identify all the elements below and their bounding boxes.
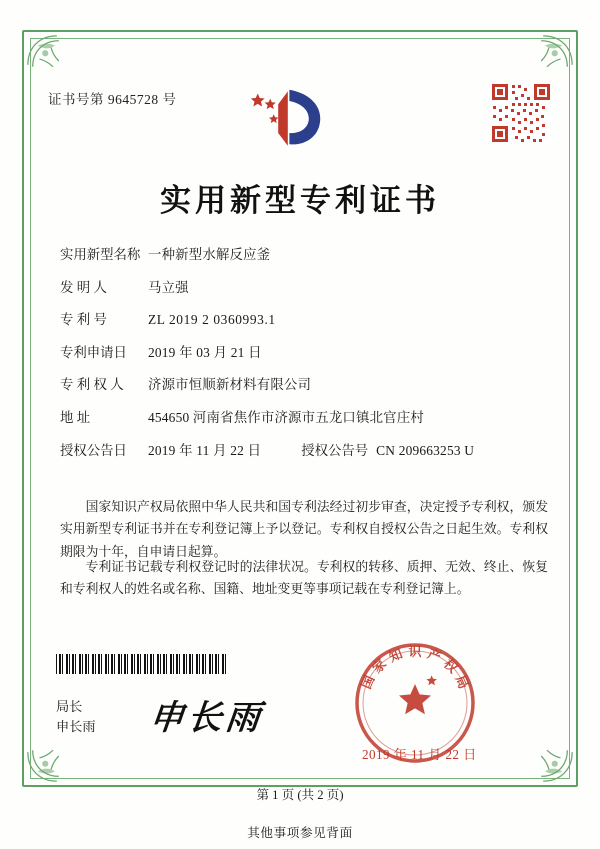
svg-text:局: 局 (452, 673, 472, 692)
field-label: 专 利 权 人 (60, 377, 124, 393)
field-value: 济源市恒顺新材料有限公司 (148, 377, 312, 393)
commissioner-title-line-1: 局长 (56, 699, 83, 714)
field-label: 授权公告日 (60, 442, 127, 458)
field-value: 一种新型水解反应釜 (148, 247, 271, 262)
field-label: 发 明 人 (60, 279, 107, 295)
field-row-grant-announcement (60, 442, 544, 460)
legal-paragraph-2: 专利证书记载专利权登记时的法律状况。专利权的转移、质押、无效、终止、恢复和专利权人的姓名或名称、国籍、地址变更等事项记载在专利登记簿上。 (60, 560, 548, 597)
field-value-secondary: CN 209663253 U (376, 442, 475, 458)
svg-text:产: 产 (425, 645, 444, 665)
svg-text:识: 识 (408, 644, 422, 659)
field-row-application-date (60, 344, 544, 362)
field-label: 地 址 (60, 409, 91, 425)
field-value: 454650 河南省焦作市济源市五龙口镇北官庄村 (148, 409, 424, 425)
page-title: 实用新型专利证书 (160, 183, 440, 218)
field-value: 2019 年 03 月 21 日 (148, 344, 262, 360)
svg-text:家: 家 (369, 656, 390, 676)
field-value: 2019 年 11 月 22 日 (148, 442, 262, 458)
field-row-address (60, 409, 544, 427)
barcode-icon (56, 654, 228, 674)
commissioner-name: 申长雨 (56, 719, 96, 735)
seal-date: 2019 年 11 月 22 日 (362, 747, 477, 762)
field-list (60, 246, 544, 474)
field-row-utility-model-name (60, 246, 544, 264)
commissioner-title (56, 697, 96, 738)
corner-ornament-icon (518, 727, 576, 785)
legal-paragraph-1: 国家知识产权局依照中华人民共和国专利法经过初步审查，决定授予专利权，颁发实用新型专利证书并在专利登记簿上予以登记。专利权自授权公告之日起生效。专利权期限为十年，自申请日起算。 (60, 500, 548, 559)
svg-text:知: 知 (386, 645, 405, 665)
field-row-inventor (60, 279, 544, 297)
field-value: 马立强 (148, 279, 189, 295)
svg-text:权: 权 (440, 656, 461, 676)
field-row-patent-number (60, 311, 544, 329)
certificate-number: 证书号第 9645728 号 (48, 92, 177, 107)
field-value: ZL 2019 2 0360993.1 (148, 312, 276, 328)
field-label: 专利申请日 (60, 344, 127, 360)
field-label: 实用新型名称 (60, 247, 141, 262)
field-label-secondary: 授权公告号 (301, 442, 369, 458)
svg-text:国: 国 (358, 673, 378, 692)
page-indicator: 第 1 页 (共 2 页) (256, 788, 344, 802)
cnipa-logo-icon (243, 85, 331, 149)
handwritten-signature: 申长雨 (147, 700, 266, 737)
field-label: 专 利 号 (60, 312, 107, 328)
field-row-patentee (60, 376, 544, 394)
footer-note: 其他事项参见背面 (247, 826, 353, 840)
corner-ornament-icon (24, 32, 82, 90)
qr-code-icon (490, 82, 552, 144)
